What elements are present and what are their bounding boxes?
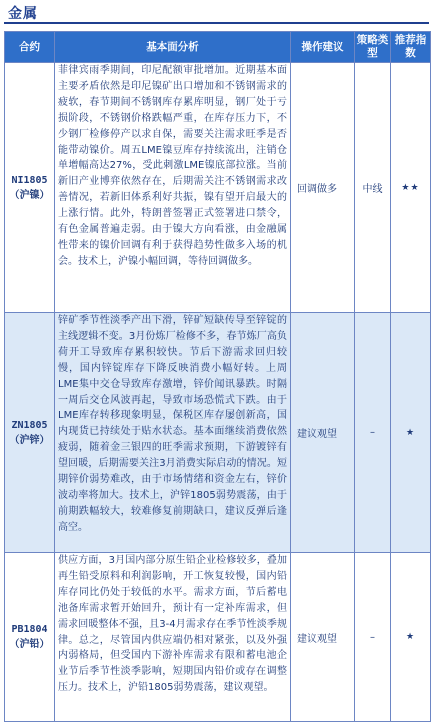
rating-stars: ★★ [391, 63, 431, 313]
contract-cell [5, 313, 55, 553]
strategy-type-cell: – [355, 553, 391, 722]
contract-code: NI1805 [11, 174, 48, 186]
rating-stars: ★ [391, 553, 431, 722]
header-advice: 操作建议 [291, 32, 355, 63]
analysis-text: 菲律宾雨季期间，印尼配额审批增加。近期基本面主要矛盾依然是印尼镍矿出口增加和不锈钢需求的疲软，春节期间不锈钢库存累库明显，钢厂处于亏损阶段，不锈钢价格跌幅严重，在库存压力下，不少钢厂检修停产以求自保，需要关注需求旺季是否能带动镍价。周五LME镍豆库存持续流出，注销仓单增幅高达27%，受此刺激LME镍底部拉涨。当前新旧产业博弈依然存在，后期需关注不锈钢需求改善情况，若新旧体系利好共振，镍有望开启最大的上涨行情。此外，特朗普签署正式签署进口禁令，有色金属普遍走弱。由于镍大方向看涨，由金融属性带来的镍价回调有利于获得趋势性做多入场的机会。技术上，沪镍小幅回调，等待回调做多。 [58, 65, 287, 267]
contract-cell [5, 63, 55, 313]
contract-name: （沪锌） [9, 434, 50, 446]
analysis-text: 供应方面，3月国内部分原生铅企业检修较多，叠加再生铅受原料和利润影响，开工恢复较慢，国内铅库存同比仍处于较低的水平。需求方面，节后蓄电池备库需求暂开始回升，预计有一定补库需求，但需求回暖整体不强，且3-4月需求存在季节性淡季规律。总之，尽管国内供应端仍相对紧张，以及外强内弱格局，但受国内下游补库需求有限和蓄电池企业节后季节性淡季影响，短期国内铅价或存在调整压力。技术上，沪铅1805弱势震荡，建议观望。 [58, 555, 287, 694]
table-header-row [5, 32, 431, 63]
analysis-text: 锌矿季节性淡季产出下滑，锌矿短缺传导至锌锭的主线逻辑不变。3月份炼厂检修不多，春节炼厂高负荷开工导致库存累积较快。节后下游需求回归较慢，国内锌锭库存下降反映消费小幅好转。上周LME集中交仓导致库存激增，锌价闻讯暴跌。时隔一周后交仓风波再起，导致市场恐慌式下跌。由于LME库存转移现象明显，保税区库存屡创新高，国内现货已持续处于贴水状态。基本面继续消费依然疲弱，随着金三银四的旺季需求预期，下游镀锌有望回暖，后期需要关注3月消费实际启动的情况。短期锌价弱势难改，由于市场情绪和资金左右，锌价波动率将加大。技术上，沪锌1805弱势震荡，由于前期跌幅较大，较难修复前期缺口，建议反弹后逢高空。 [58, 315, 287, 533]
advice-cell: 建议观望 [291, 553, 355, 722]
title-divider [4, 22, 429, 24]
header-strategy-type: 策略类型 [355, 32, 391, 63]
table-row [5, 63, 431, 313]
contract-cell [5, 553, 55, 722]
header-analysis: 基本面分析 [55, 32, 291, 63]
rating-stars: ★ [391, 313, 431, 553]
contract-name: （沪镍） [9, 189, 50, 201]
analysis-cell [55, 313, 291, 553]
table-row [5, 313, 431, 553]
analysis-cell [55, 63, 291, 313]
contract-code: ZN1805 [11, 419, 48, 431]
section-title: 金属 [8, 6, 38, 22]
analysis-cell [55, 553, 291, 722]
header-contract: 合约 [5, 32, 55, 63]
strategy-type-cell: 中线 [355, 63, 391, 313]
strategy-type-cell: – [355, 313, 391, 553]
contract-name: （沪铅） [9, 639, 50, 650]
contract-code: PB1804 [11, 624, 48, 635]
advice-cell: 回调做多 [291, 63, 355, 313]
header-rating: 推荐指数 [391, 32, 431, 63]
table-row [5, 553, 431, 722]
advice-cell: 建议观望 [291, 313, 355, 553]
strategy-table [4, 31, 431, 722]
